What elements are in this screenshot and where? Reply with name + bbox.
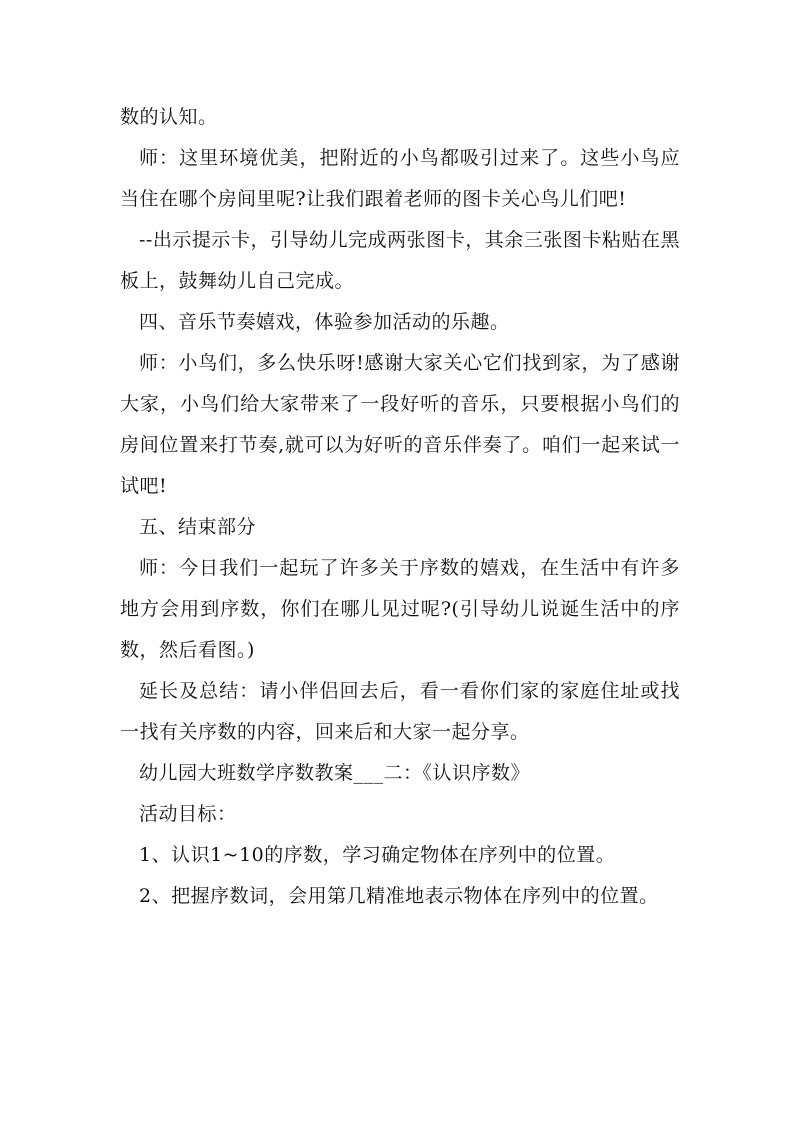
- section-heading-music-game: 四、音乐节奏嬉戏，体验参加活动的乐趣。: [139, 311, 510, 333]
- paragraph-teacher-birds-rooms: 师：这里环境优美，把附近的小鸟都吸引过来了。这些小鸟应当住在哪个房间里呢?让我们跟着老师的图卡关心鸟儿们吧!: [120, 147, 680, 210]
- lesson-plan-title: 幼儿园大班数学序数教案___二：《认识序数》: [139, 762, 531, 784]
- paragraph-show-cards: --出示提示卡，引导幼儿完成两张图卡，其余三张图卡粘贴在黑板上，鼓舞幼儿自己完成。: [120, 229, 680, 292]
- paragraph-teacher-summary: 师：今日我们一起玩了许多关于序数的嬉戏，在生活中有许多地方会用到序数，你们在哪儿见过呢?(引导幼儿说诞生活中的序数，然后看图。): [120, 557, 680, 661]
- paragraph-continuation: 数的认知。: [120, 106, 218, 128]
- objective-item-1: 1、认识1~10的序数，学习确定物体在序列中的位置。: [139, 844, 616, 866]
- section-heading-objectives: 活动目标：: [139, 803, 237, 825]
- document-body: [120, 97, 680, 917]
- section-heading-ending: 五、结束部分: [139, 516, 257, 538]
- objective-item-2: 2、把握序数词，会用第几精准地表示物体在序列中的位置。: [139, 885, 659, 907]
- paragraph-extension: 延长及总结：请小伴侣回去后，看一看你们家的家庭住址或找一找有关序数的内容，回来后和大家一起分享。: [120, 680, 680, 743]
- paragraph-teacher-music: 师：小鸟们，多么快乐呀!感谢大家关心它们找到家，为了感谢大家，小鸟们给大家带来了一段好听的音乐，只要根据小鸟们的房间位置来打节奏,就可以为好听的音乐伴奏了。咱们一起来试一试吧!: [120, 352, 680, 497]
